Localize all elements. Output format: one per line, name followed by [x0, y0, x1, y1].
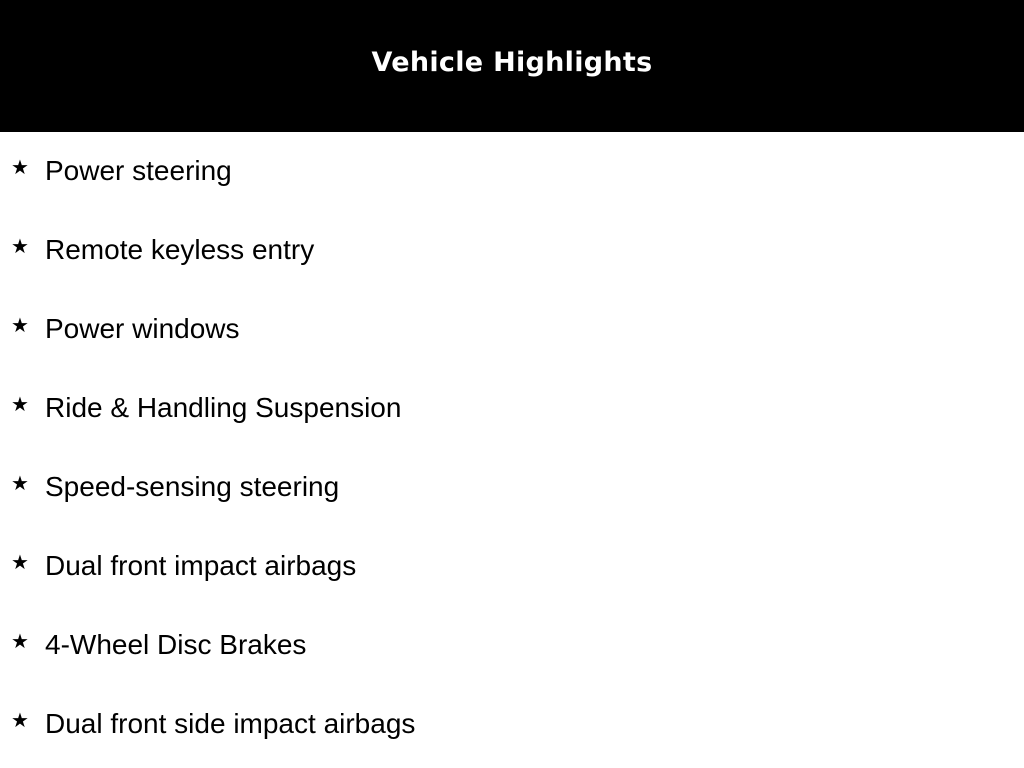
star-icon: ★	[11, 550, 29, 574]
star-icon: ★	[11, 629, 29, 653]
list-item	[0, 369, 1024, 448]
highlight-label: Remote keyless entry	[45, 234, 315, 265]
list-item	[0, 527, 1024, 606]
star-icon: ★	[11, 708, 29, 732]
highlight-label: Power steering	[45, 155, 232, 186]
list-item	[0, 685, 1024, 764]
list-item	[0, 211, 1024, 290]
list-item	[0, 606, 1024, 685]
highlight-label: Speed-sensing steering	[45, 471, 340, 502]
star-icon: ★	[11, 155, 29, 179]
star-icon: ★	[11, 392, 29, 416]
highlight-label: Dual front impact airbags	[45, 550, 357, 581]
page-title: Vehicle Highlights	[371, 46, 653, 78]
star-icon: ★	[11, 471, 29, 495]
list-item	[0, 132, 1024, 211]
highlight-label: Dual front side impact airbags	[45, 708, 416, 739]
highlight-label: Ride & Handling Suspension	[45, 392, 402, 423]
star-icon: ★	[11, 234, 29, 258]
list-item	[0, 448, 1024, 527]
star-icon: ★	[11, 313, 29, 337]
header-bar	[0, 0, 1024, 132]
highlight-label: Power windows	[45, 313, 240, 344]
list-item	[0, 290, 1024, 369]
highlight-label: 4-Wheel Disc Brakes	[45, 629, 307, 660]
highlights-list	[0, 132, 1024, 764]
